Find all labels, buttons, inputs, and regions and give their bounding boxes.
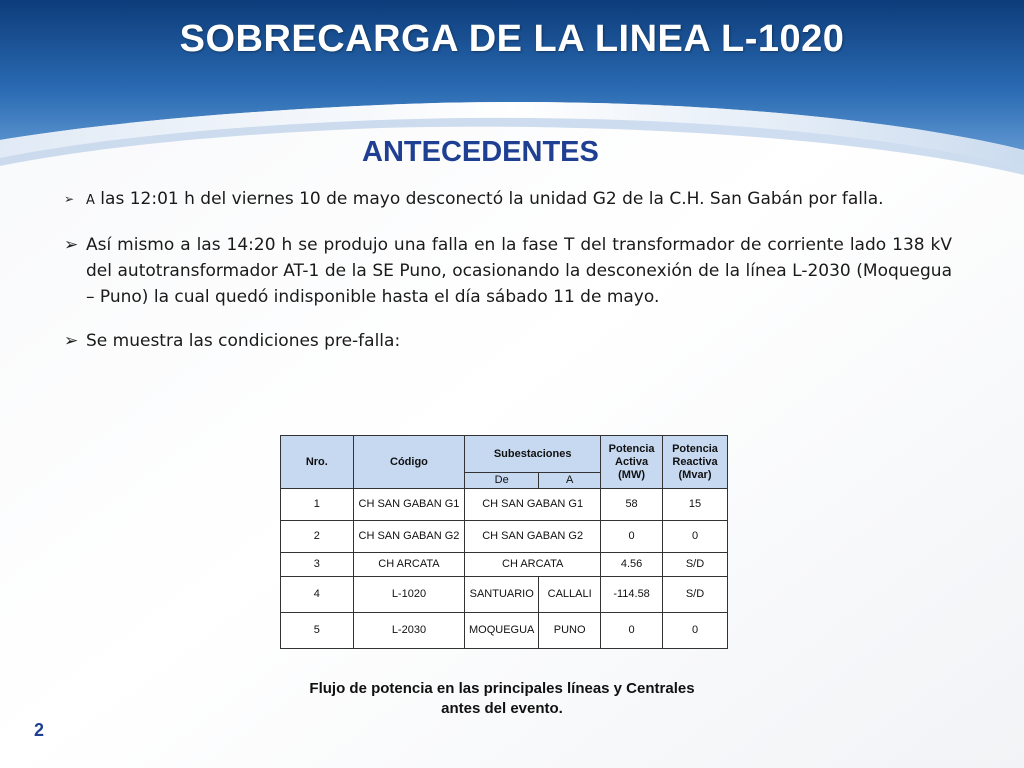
- table-row: [281, 521, 728, 553]
- bullet-lead-letter: A: [86, 193, 95, 208]
- cell-reactiva: S/D: [663, 553, 728, 577]
- cell-reactiva: 0: [663, 613, 728, 649]
- cell-nro: 5: [281, 613, 354, 649]
- page-number: 2: [34, 720, 45, 740]
- cell-nro: 3: [281, 553, 354, 577]
- bullet-item: [64, 328, 952, 354]
- table-caption: [270, 679, 734, 719]
- cell-codigo: CH SAN GABAN G2: [353, 521, 465, 553]
- cell-codigo: CH ARCATA: [353, 553, 465, 577]
- cell-nro: 1: [281, 489, 354, 521]
- header-potencia-reactiva: Potencia Reactiva (Mvar): [663, 436, 728, 489]
- power-flow-table: [280, 435, 728, 649]
- cell-activa: -114.58: [601, 577, 663, 613]
- table-row: [281, 613, 728, 649]
- cell-activa: 0: [601, 613, 663, 649]
- arrow-bullet-icon: ➢: [64, 192, 75, 206]
- cell-reactiva: 0: [663, 521, 728, 553]
- caption-line: Flujo de potencia en las principales líneas y Centrales: [309, 680, 695, 697]
- section-subtitle: ANTECEDENTES: [362, 136, 599, 168]
- cell-nro: 4: [281, 577, 354, 613]
- arrow-bullet-icon: ➢: [64, 235, 79, 255]
- table-row: [281, 577, 728, 613]
- cell-reactiva: 15: [663, 489, 728, 521]
- cell-subestacion: CH SAN GABAN G2: [465, 521, 601, 553]
- header-codigo: Código: [353, 436, 465, 489]
- header-de: De: [465, 473, 539, 489]
- bullet-text: [86, 186, 952, 214]
- header-nro: Nro.: [281, 436, 354, 489]
- table-row: [281, 489, 728, 521]
- bullet-text: Así mismo a las 14:20 h se produjo una falla en la fase T del transformador de corriente lado 138 kV del autotransformador AT-1 de la SE Puno, ocasionando la desconexión de la línea L-2030 (Moquegua – Puno) la cual quedó indisponible hasta el día sábado 11 de mayo.: [86, 235, 952, 307]
- cell-codigo: CH SAN GABAN G1: [353, 489, 465, 521]
- cell-codigo: L-2030: [353, 613, 465, 649]
- header-a: A: [539, 473, 601, 489]
- bullet-text: Se muestra las condiciones pre-falla:: [86, 331, 401, 351]
- cell-de: SANTUARIO: [465, 577, 539, 613]
- slide-title: SOBRECARGA DE LA LINEA L-1020: [179, 18, 845, 60]
- bullet-list: [64, 186, 952, 372]
- caption-line: antes del evento.: [441, 700, 563, 717]
- cell-activa: 58: [601, 489, 663, 521]
- header-potencia-activa: Potencia Activa (MW): [601, 436, 663, 489]
- cell-subestacion: CH ARCATA: [465, 553, 601, 577]
- cell-a: PUNO: [539, 613, 601, 649]
- cell-reactiva: S/D: [663, 577, 728, 613]
- cell-codigo: L-1020: [353, 577, 465, 613]
- cell-nro: 2: [281, 521, 354, 553]
- cell-activa: 4.56: [601, 553, 663, 577]
- cell-activa: 0: [601, 521, 663, 553]
- bullet-text-body: las 12:01 h del viernes 10 de mayo desconectó la unidad G2 de la C.H. San Gabán por falla.: [94, 189, 884, 209]
- cell-subestacion: CH SAN GABAN G1: [465, 489, 601, 521]
- table-row: [281, 553, 728, 577]
- bullet-item: [64, 232, 952, 310]
- bullet-item: [64, 186, 952, 214]
- cell-de: MOQUEGUA: [465, 613, 539, 649]
- header-subestaciones: Subestaciones: [465, 436, 601, 473]
- cell-a: CALLALI: [539, 577, 601, 613]
- arrow-bullet-icon: ➢: [64, 331, 79, 351]
